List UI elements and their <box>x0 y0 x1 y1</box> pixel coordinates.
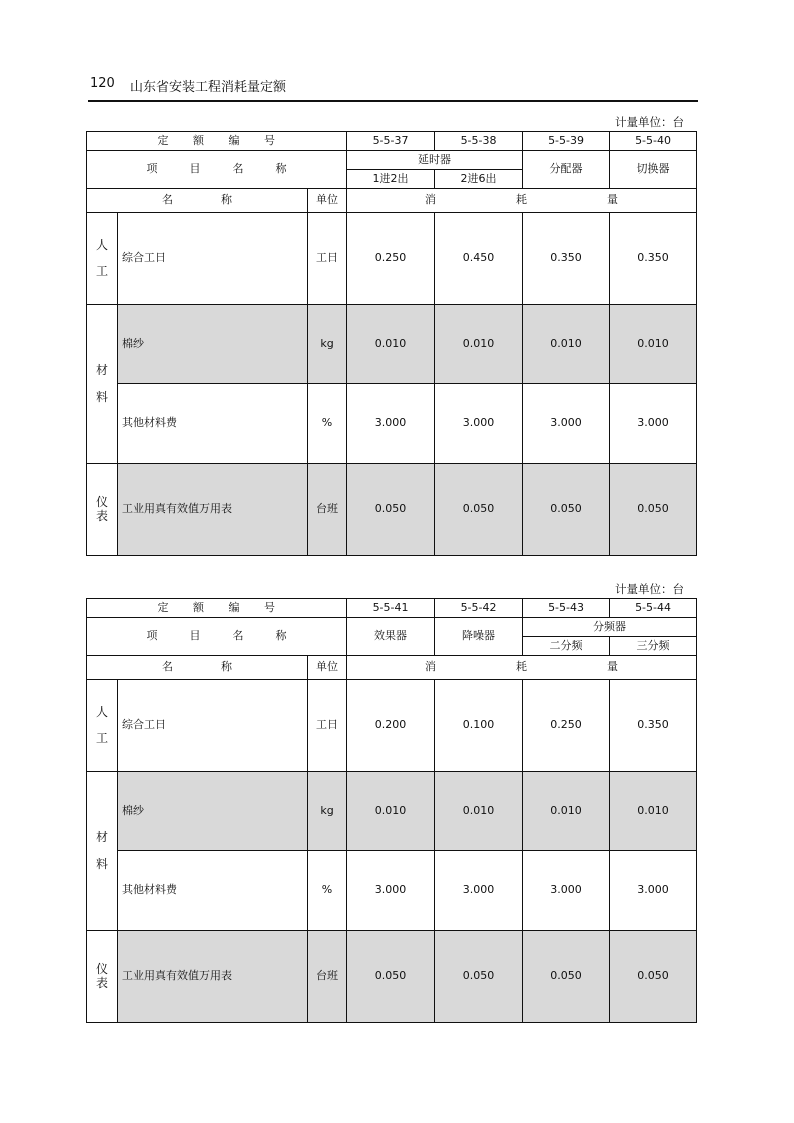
resource-name: 综合工日 <box>118 680 308 772</box>
resource-unit: kg <box>308 772 347 851</box>
book-title: 山东省安装工程消耗量定额 <box>130 80 287 95</box>
category-material: 材 料 <box>87 772 118 931</box>
category-labor: 人 工 <box>87 213 118 305</box>
unit-note: 计量单位：台 <box>615 582 684 596</box>
item-name-label: 项 目 名 称 <box>87 151 347 189</box>
value-cell: 0.350 <box>523 213 610 305</box>
code-label: 定 额 编 号 <box>87 599 347 618</box>
code-cell: 5-5-43 <box>523 599 610 618</box>
code-cell: 5-5-39 <box>523 132 610 151</box>
value-cell: 0.010 <box>610 772 697 851</box>
resource-unit: kg <box>308 305 347 384</box>
value-cell: 3.000 <box>610 384 697 464</box>
value-cell: 0.450 <box>435 213 523 305</box>
group-name: 分频器 <box>523 618 697 637</box>
code-cell: 5-5-44 <box>610 599 697 618</box>
value-cell: 0.350 <box>610 213 697 305</box>
value-cell: 0.050 <box>523 931 610 1023</box>
value-cell: 0.010 <box>347 772 435 851</box>
resource-name: 综合工日 <box>118 213 308 305</box>
value-cell: 0.010 <box>435 772 523 851</box>
category-material: 材 料 <box>87 305 118 464</box>
value-cell: 0.250 <box>347 213 435 305</box>
group-name: 延时器 <box>347 151 523 170</box>
unit-label: 单位 <box>308 656 347 680</box>
value-cell: 3.000 <box>435 851 523 931</box>
sub-item-name: 三分频 <box>610 637 697 656</box>
value-cell: 0.010 <box>523 772 610 851</box>
resource-unit: % <box>308 851 347 931</box>
name-label: 名 称 <box>87 656 308 680</box>
value-cell: 0.050 <box>435 931 523 1023</box>
item-name: 效果器 <box>347 618 435 656</box>
sub-item-name: 2进6出 <box>435 170 523 189</box>
value-cell: 3.000 <box>523 384 610 464</box>
resource-unit: 台班 <box>308 931 347 1023</box>
sub-item-name: 1进2出 <box>347 170 435 189</box>
resource-unit: 工日 <box>308 680 347 772</box>
category-instrument: 仪 表 <box>87 931 118 1023</box>
value-cell: 3.000 <box>523 851 610 931</box>
item-name: 降噪器 <box>435 618 523 656</box>
value-cell: 0.010 <box>610 305 697 384</box>
consumption-label: 消 耗 量 <box>347 189 697 213</box>
resource-name: 棉纱 <box>118 772 308 851</box>
code-cell: 5-5-38 <box>435 132 523 151</box>
category-instrument: 仪 表 <box>87 464 118 556</box>
unit-label: 单位 <box>308 189 347 213</box>
code-cell: 5-5-41 <box>347 599 435 618</box>
page-header <box>88 74 698 102</box>
resource-unit: 台班 <box>308 464 347 556</box>
value-cell: 3.000 <box>610 851 697 931</box>
value-cell: 0.050 <box>435 464 523 556</box>
sub-item-name: 二分频 <box>523 637 610 656</box>
value-cell: 0.050 <box>347 931 435 1023</box>
resource-unit: 工日 <box>308 213 347 305</box>
value-cell: 3.000 <box>347 384 435 464</box>
resource-name: 工业用真有效值万用表 <box>118 464 308 556</box>
unit-note: 计量单位：台 <box>615 115 684 129</box>
category-labor: 人 工 <box>87 680 118 772</box>
value-cell: 3.000 <box>347 851 435 931</box>
code-cell: 5-5-40 <box>610 132 697 151</box>
item-name: 分配器 <box>523 151 610 189</box>
quota-table <box>86 131 697 556</box>
value-cell: 0.250 <box>523 680 610 772</box>
item-name-label: 项 目 名 称 <box>87 618 347 656</box>
item-name: 切换器 <box>610 151 697 189</box>
resource-name: 其他材料费 <box>118 851 308 931</box>
value-cell: 0.010 <box>435 305 523 384</box>
value-cell: 0.050 <box>523 464 610 556</box>
value-cell: 0.350 <box>610 680 697 772</box>
consumption-label: 消 耗 量 <box>347 656 697 680</box>
value-cell: 3.000 <box>435 384 523 464</box>
value-cell: 0.010 <box>523 305 610 384</box>
value-cell: 0.100 <box>435 680 523 772</box>
value-cell: 0.050 <box>610 464 697 556</box>
resource-name: 工业用真有效值万用表 <box>118 931 308 1023</box>
resource-name: 其他材料费 <box>118 384 308 464</box>
value-cell: 0.200 <box>347 680 435 772</box>
value-cell: 0.050 <box>347 464 435 556</box>
value-cell: 0.010 <box>347 305 435 384</box>
resource-unit: % <box>308 384 347 464</box>
page-number: 120 <box>90 76 115 91</box>
code-cell: 5-5-42 <box>435 599 523 618</box>
code-cell: 5-5-37 <box>347 132 435 151</box>
name-label: 名 称 <box>87 189 308 213</box>
code-label: 定 额 编 号 <box>87 132 347 151</box>
value-cell: 0.050 <box>610 931 697 1023</box>
resource-name: 棉纱 <box>118 305 308 384</box>
quota-table <box>86 598 697 1023</box>
